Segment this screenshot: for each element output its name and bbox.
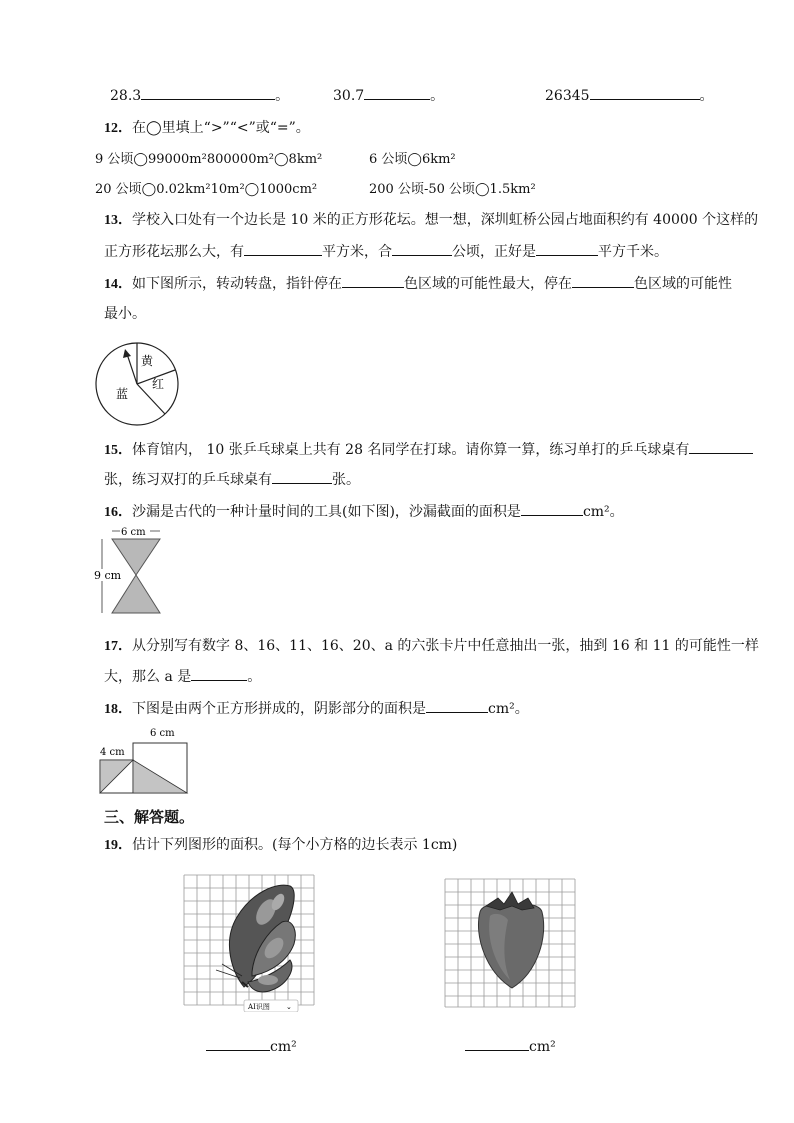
answer-blank[interactable]: [342, 273, 404, 288]
answer-blank[interactable]: [364, 85, 430, 100]
answer-blank[interactable]: [206, 1036, 270, 1051]
answer-blank[interactable]: [536, 241, 598, 256]
row-end: 。: [275, 88, 290, 104]
answer-blank[interactable]: [244, 241, 322, 256]
strawberry-grid-figure: [442, 876, 578, 1010]
row-value-b: 30.7: [333, 88, 365, 104]
answer-blank[interactable]: [191, 666, 247, 681]
butterfly-grid-figure: [182, 872, 318, 1012]
unit-label: cm²: [529, 1039, 556, 1055]
question-13: 13．学校入口处有一个边长是 10 米的正方形花坛。想一想，深圳虹桥公园占地面积约有 40000 个这样的: [104, 212, 759, 228]
wheel-label-blue: 蓝: [116, 387, 129, 401]
answer-line-butterfly: [206, 1036, 297, 1055]
question-14-line2: 最小。: [104, 306, 146, 322]
answer-line-strawberry: [465, 1036, 556, 1055]
answer-blank[interactable]: [521, 501, 583, 516]
spinner-wheel-figure: [94, 340, 184, 430]
answer-blank[interactable]: [572, 273, 634, 288]
compare-row-2a: 20 公顷◯0.02km²10m²◯1000cm²: [95, 182, 318, 197]
answer-blank[interactable]: [465, 1036, 529, 1051]
section-heading: 三、解答题。: [104, 808, 195, 826]
small-square-label: 4 cm: [100, 747, 125, 758]
question-12: [104, 117, 310, 137]
answer-blank[interactable]: [141, 85, 275, 100]
hourglass-figure: [94, 527, 174, 617]
chevron-down-icon: ⌄: [286, 1003, 292, 1011]
unit-label: cm²: [270, 1039, 297, 1055]
answer-row-top: [110, 85, 289, 105]
answer-blank[interactable]: [689, 439, 753, 454]
compare-row-2b: 200 公顷-50 公顷◯1.5km²: [369, 182, 536, 197]
answer-blank[interactable]: [426, 698, 488, 713]
wheel-label-red: 红: [152, 377, 165, 391]
compare-row-1b: 6 公顷◯6km²: [369, 152, 456, 167]
answer-row-top-2: 30.7 。: [333, 85, 444, 105]
question-18: 18．下图是由两个正方形拼成的，阴影部分的面积是 cm²。: [104, 698, 529, 718]
answer-blank[interactable]: [392, 241, 452, 256]
ai-recognize-label: AI识图: [248, 1003, 270, 1011]
two-squares-figure: [98, 724, 198, 796]
question-15-line2: 张，练习双打的乒乓球桌有 张。: [104, 469, 360, 489]
question-13-line2: 正方形花坛那么大，有 平方米，合 公顷，正好是 平方千米。: [104, 241, 668, 261]
question-text: 学校入口处有一个边长是 10 米的正方形花坛。想一想，深圳虹桥公园占地面积约有 40000 个这样的: [132, 212, 759, 228]
question-16: 16．沙漏是古代的一种计量时间的工具(如下图)，沙漏截面的面积是 cm²。: [104, 501, 624, 521]
wheel-label-yellow: 黄: [141, 354, 154, 368]
question-17: 17．从分别写有数字 8、16、11、16、20、a 的六张卡片中任意抽出一张，抽到 16 和 11 的可能性一样: [104, 638, 759, 654]
big-square-label: 6 cm: [150, 728, 175, 739]
compare-row-1a: 9 公顷◯99000m²800000m²◯8km²: [95, 152, 323, 167]
question-text: 在◯里填上“>”“<”或“=”。: [132, 120, 310, 136]
question-number: 12．: [104, 121, 132, 136]
question-19: 19．估计下列图形的面积。(每个小方格的边长表示 1cm): [104, 837, 458, 853]
strawberry-image: [478, 892, 543, 988]
row-value-c: 26345: [545, 88, 590, 104]
answer-blank[interactable]: [590, 85, 700, 100]
answer-blank[interactable]: [272, 469, 332, 484]
question-15: 15．体育馆内， 10 张乒乓球桌上共有 28 名同学在打球。请你算一算，练习单打的乒乓球桌有: [104, 439, 753, 459]
row-value-a: 28.3: [110, 88, 142, 104]
question-14: 14．如下图所示，转动转盘，指针停在 色区域的可能性最大，停在 色区域的可能性: [104, 273, 732, 293]
answer-row-top-3: 26345 。: [545, 85, 714, 105]
height-label: 9 cm: [94, 569, 122, 582]
question-17-line2: 大，那么 a 是 。: [104, 666, 261, 686]
width-label: 6 cm: [121, 527, 146, 538]
